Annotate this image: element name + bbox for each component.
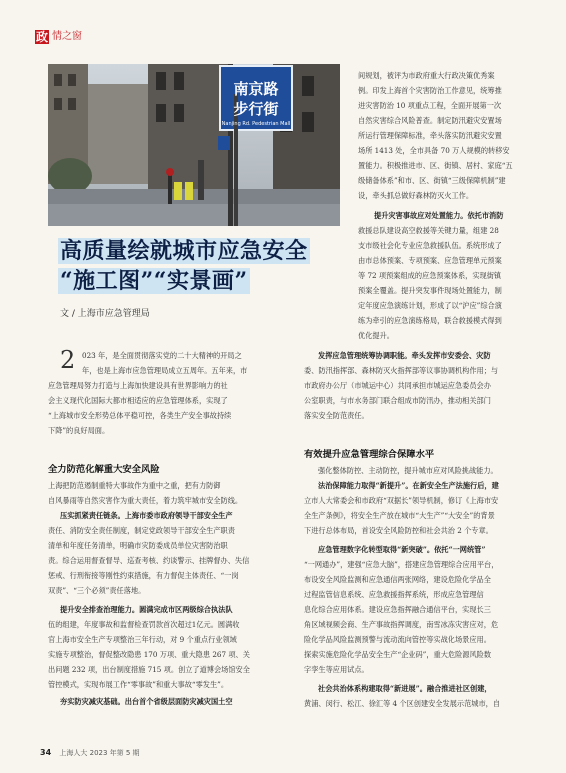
intro-line: 会主义现代化国际大都市相适应的应急管理体系，实现了 (48, 396, 228, 405)
sign-line-2: 步行街 (233, 100, 279, 118)
body-line: 市政府办公厅（市城运中心）共同承担市城运应急委员会办 (304, 381, 491, 390)
body-line: 应急管理数字化转型取得“新突破”。依托“一网统管” (318, 545, 486, 554)
body-line: 置能力。积极推进市、区、街镇、居村、家庭“五 (358, 161, 513, 170)
body-line: 清单和年度任务清单，明确市灾防委成员单位灾害防治职 (48, 541, 228, 550)
body-line: 发挥应急管理统筹协调职能。牵头发挥市安委会、灾防 (318, 351, 491, 360)
body-line: 惩戒、行刑衔接等刚性约束措施，有力督促主体责任、“一岗 (48, 571, 239, 580)
body-line: 责。综合运用督查督导、巡查考核、约谈警示、挂牌督办、失信 (48, 556, 250, 565)
body-line: 立市人大常委会和市政府“双据长”领导机制，修订《上海市安 (304, 496, 499, 505)
body-line: 压实抓紧责任链条。上海市委市政府领导干部安全生产 (60, 511, 233, 520)
sign-line-3: Nanjing Rd. Pedestrian Mall (221, 121, 291, 127)
body-line: 救援总队建设高空救援等关键力量，组建 28 (358, 226, 499, 235)
body-line: 双责”、“三个必须”责任落地。 (48, 586, 146, 595)
body-line: “一网通办”，建强“应急大脑”，搭建应急管理综合应用平台， (304, 560, 499, 569)
body-line: 间规划，被评为市政府重大行政决策优秀案 (358, 71, 495, 80)
intro-line: 023 年，是全面贯彻落实党的二十大精神的开局之 (82, 351, 242, 360)
body-line: 强化整体防控、主动防控，提升城市应对风险挑战能力。 (318, 466, 498, 475)
body-line: 提升安全排查治理能力。圆满完成市区两级综合执法队 (60, 605, 233, 614)
author-byline: 文 / 上海市应急管理局 (60, 309, 150, 319)
body-line: 自风暴雨等自然灾害作为重大责任，着力筑牢城市安全防线。 (48, 496, 243, 505)
body-line: 黄浦、闵行、松江、徐汇等 4 个区创建安全发展示范城市，自 (304, 699, 501, 708)
page-number: 34 (40, 748, 52, 757)
body-line: 场所 1413 处，全市具备 70 万人规模的转移安 (358, 146, 510, 155)
drop-cap: 2 (60, 346, 76, 374)
page-footer (40, 748, 140, 758)
body-line: 字孪生等应用试点。 (304, 665, 369, 674)
intro-line: 下降”的良好局面。 (48, 426, 110, 435)
body-line: 全生产条例》，将安全生产放在城市“大生产”“大安全”的背景 (304, 511, 495, 520)
body-line: 公室职责，与市水务部门联合组成市防汛办，推动相关部门 (304, 396, 491, 405)
body-line: 预案全覆盖。提升突发事件现场处置能力，制 (358, 286, 502, 295)
body-line: 角区域视频会商、生产事故指挥调度，南雪冰冻灾害应对，危 (304, 620, 499, 629)
column-mark: 政 (35, 30, 48, 44)
sign-line-1: 南京路 (233, 80, 279, 98)
body-line: 过程监管信息系统、应急救援指挥系统，形成应急管理信 (304, 590, 484, 599)
body-line: 进灾害防治 10 项重点工程，全面开展第一次 (358, 101, 502, 110)
body-line: 自然灾害综合风险普查。制定防汛避灾安置场 (358, 116, 502, 125)
section-heading: 有效提升应急管理综合保障水平 (304, 449, 435, 460)
body-line: 下进行总体布局，首设安全风险防控和社会共治 2 个专章。 (304, 526, 493, 535)
body-line: 所运行管理保障标准，牵头落实防汛避灾安置 (358, 131, 502, 140)
publication-name: 上海人大 (59, 749, 88, 757)
article-title-line1: 高质量绘就城市应急安全 (60, 238, 308, 264)
body-line: 探索实施危险化学品安全生产“企业码”，重大危险源风险数 (304, 650, 492, 659)
intro-line: 应急管理局努力打造与上海加快建设具有世界影响力的社 (48, 381, 228, 390)
body-line: 上海把防范遏制重特大事故作为重中之重，把有力防御 (48, 481, 221, 490)
body-line: 实施专项整治，督促整改隐患 170 万项、重大隐患 267 项、关 (48, 650, 250, 659)
body-line: 落实安全防范责任。 (304, 411, 369, 420)
body-line: 管控模式，实现布展工作“零事故”和重大事故“零发生”。 (48, 680, 229, 689)
body-line: 官上海市安全生产专项整治三年行动，对 9 个重点行业领域 (48, 635, 237, 644)
body-line: 出问题 232 项，出台制度措施 715 项。创立了道博会场馆安全 (48, 665, 250, 674)
body-line: 夯实防灾减灾基础。出台首个省级层面防灾减灾国土空 (60, 697, 233, 706)
body-line: 责任、消防安全责任制度，制定党政领导干部安全生产职责 (48, 526, 235, 535)
body-line: 法治保障能力取得“新提升”。在新安全生产法施行后，建 (318, 481, 499, 490)
body-line: 优化提升。 (358, 331, 394, 340)
body-line: 练为牵引的应急演练格局，联合救援模式得到 (358, 316, 502, 325)
article-title-line2: “施工图”“实景画” (60, 268, 248, 294)
body-line: 险化学品风险监测预警与流动流向管控等实战化场景应用。 (304, 635, 491, 644)
body-line: 定年度应急演练计划，形成了以“沪应”综合演 (358, 301, 502, 310)
body-line: 例。印发上海首个灾害防治工作意见，统筹推 (358, 86, 502, 95)
intro-line: “上海城市安全形势总体平稳可控，各类生产安全事故持续 (48, 411, 232, 420)
body-line: 委、防汛指挥部、森林防灭火指挥部等议事协调机构作用；与 (304, 366, 499, 375)
column-title: 情之窗 (52, 31, 82, 42)
body-line: 设，牵头抓总做好森林防灭火工作。 (358, 191, 474, 200)
street-photo (48, 64, 340, 226)
issue-label: 2023 年第 5 期 (89, 749, 140, 757)
body-line: 提升灾害事故应对处置能力。依托市消防 (374, 211, 504, 220)
body-line: 由市总体预案、专项预案、应急管理单元预案 (358, 256, 502, 265)
section-heading: 全力防范化解重大安全风险 (48, 464, 160, 475)
intro-line: 年，也是上海市应急管理局成立五周年。五年来，市 (82, 366, 248, 375)
body-line: 级储备体系”和市、区、街镇“三级保障机制”建 (358, 176, 506, 185)
body-line: 伍的组建，年度事故和监督检查罚款首次超过1亿元。圆满收 (48, 620, 240, 629)
body-line: 社会共治体系构建取得“新进展”。融合推进社区创建， (318, 684, 492, 693)
body-line: 等 72 项预案组成的应急预案体系，实现街镇 (358, 271, 502, 280)
body-line: 布设安全风险监测和应急通信两张网络，建设危险化学品全 (304, 575, 491, 584)
body-line: 支市级社会化专业应急救援队伍。系统形成了 (358, 241, 502, 250)
body-line: 息化综合应用体系。建设应急指挥融合通信平台，实现长三 (304, 605, 491, 614)
